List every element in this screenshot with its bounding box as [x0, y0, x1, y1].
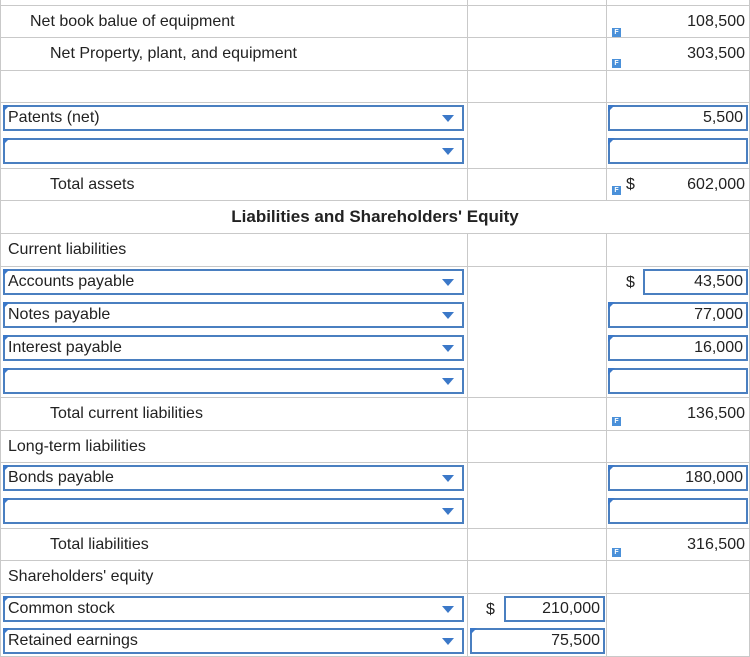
formula-icon: F [612, 28, 621, 37]
cell-corner-icon [608, 465, 615, 472]
row-blank-asset [0, 135, 750, 168]
input-value: 16,000 [694, 339, 743, 356]
chevron-down-icon [442, 606, 454, 613]
chevron-down-icon [442, 115, 454, 122]
row-total-liabilities [0, 528, 750, 561]
chevron-down-icon [442, 638, 454, 645]
amount-input[interactable] [608, 138, 748, 164]
row-value: 108,500 [687, 13, 745, 30]
grid-line [0, 70, 750, 71]
row-net-ppe [0, 37, 750, 70]
row-accounts-payable [0, 266, 750, 299]
dropdown-value: Bonds payable [8, 469, 114, 486]
cell-corner-icon [608, 105, 615, 112]
input-value: 75,500 [551, 632, 600, 649]
cell-corner-icon [470, 628, 477, 635]
chevron-down-icon [442, 475, 454, 482]
row-value: 316,500 [687, 536, 745, 553]
dropdown-value: Notes payable [8, 306, 111, 323]
dollar-sign: $ [626, 176, 635, 193]
amount-input[interactable] [504, 596, 605, 622]
cell-corner-icon [3, 138, 10, 145]
account-dropdown[interactable] [3, 138, 464, 164]
dropdown-value: Retained earnings [8, 632, 138, 649]
account-dropdown[interactable] [3, 335, 464, 361]
account-dropdown[interactable] [3, 105, 464, 131]
account-dropdown[interactable] [3, 498, 464, 524]
row-notes-payable [0, 299, 750, 332]
amount-input[interactable] [470, 628, 605, 654]
row-total-assets [0, 168, 750, 201]
cell-corner-icon [608, 302, 615, 309]
input-value: 180,000 [685, 469, 743, 486]
account-dropdown[interactable] [3, 368, 464, 394]
amount-input[interactable] [608, 465, 748, 491]
account-dropdown[interactable] [3, 269, 464, 295]
account-dropdown[interactable] [3, 465, 464, 491]
row-total-current-liabilities [0, 397, 750, 430]
row-label: Total current liabilities [50, 405, 203, 422]
dollar-sign: $ [626, 274, 635, 291]
row-blank-long-term [0, 495, 750, 528]
cell-corner-icon [3, 498, 10, 505]
dropdown-value: Interest payable [8, 339, 122, 356]
chevron-down-icon [442, 279, 454, 286]
row-value: 303,500 [687, 45, 745, 62]
chevron-down-icon [442, 345, 454, 352]
row-label: Current liabilities [8, 241, 127, 258]
row-retained-earnings [0, 625, 750, 656]
row-value: 136,500 [687, 405, 745, 422]
row-value: 602,000 [687, 176, 745, 193]
amount-input[interactable] [608, 498, 748, 524]
row-label: Total liabilities [50, 536, 149, 553]
dropdown-value: Patents (net) [8, 109, 100, 126]
cell-corner-icon [608, 368, 615, 375]
cell-corner-icon [608, 138, 615, 145]
account-dropdown[interactable] [3, 596, 464, 622]
row-interest-payable [0, 332, 750, 365]
row-bonds-payable [0, 462, 750, 495]
chevron-down-icon [442, 148, 454, 155]
row-common-stock [0, 593, 750, 626]
input-value: 5,500 [702, 109, 743, 126]
amount-input[interactable] [608, 302, 748, 328]
dropdown-value: Accounts payable [8, 273, 135, 290]
row-label: Net book balue of equipment [30, 13, 235, 30]
row-label: Shareholders' equity [8, 568, 154, 585]
formula-icon: F [612, 186, 621, 195]
formula-icon: F [612, 59, 621, 68]
formula-icon: F [612, 548, 621, 557]
account-dropdown[interactable] [3, 628, 464, 654]
input-value: 210,000 [542, 600, 600, 617]
amount-input[interactable] [608, 105, 748, 131]
chevron-down-icon [442, 312, 454, 319]
formula-icon: F [612, 417, 621, 426]
row-patents [0, 102, 750, 135]
row-shareholders-equity [0, 560, 750, 593]
cell-corner-icon [608, 335, 615, 342]
amount-input[interactable] [608, 368, 748, 394]
amount-input[interactable] [608, 335, 748, 361]
row-current-liabilities [0, 233, 750, 266]
dropdown-value: Common stock [8, 600, 115, 617]
row-long-term-liabilities [0, 430, 750, 463]
input-value: 43,500 [694, 273, 743, 290]
row-label: Total assets [50, 176, 135, 193]
amount-input[interactable] [643, 269, 748, 295]
input-value: 77,000 [694, 306, 743, 323]
chevron-down-icon [442, 378, 454, 385]
row-net-book-value [0, 5, 750, 38]
row-label: Long-term liabilities [8, 438, 146, 455]
cell-corner-icon [3, 368, 10, 375]
section-header: Liabilities and Shareholders' Equity [231, 207, 519, 226]
dollar-sign: $ [486, 601, 495, 618]
cell-corner-icon [608, 498, 615, 505]
row-label: Net Property, plant, and equipment [50, 45, 297, 62]
account-dropdown[interactable] [3, 302, 464, 328]
row-blank-current-liability [0, 365, 750, 398]
chevron-down-icon [442, 508, 454, 515]
